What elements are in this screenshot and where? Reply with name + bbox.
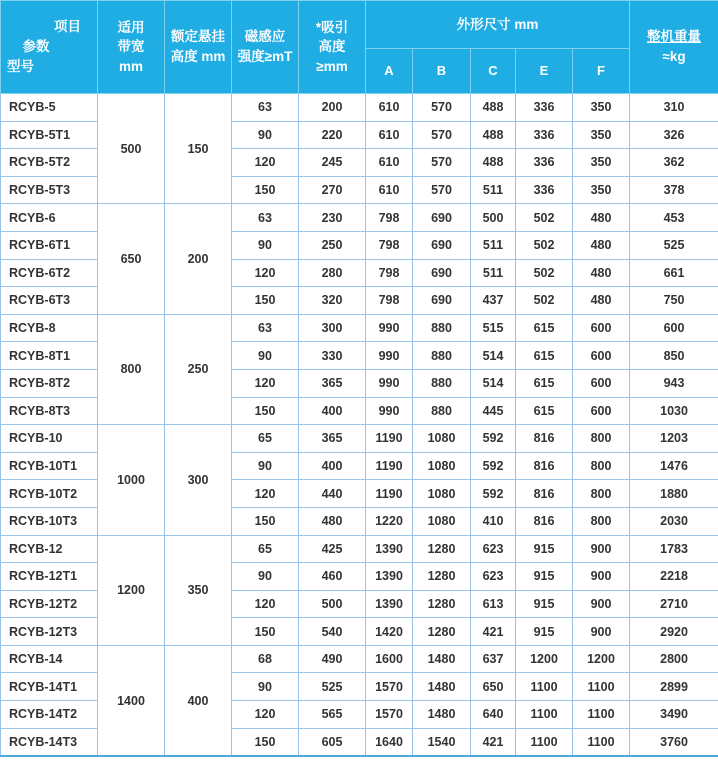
dim-c-cell: 515 (471, 314, 516, 342)
model-cell: RCYB-12T3 (1, 618, 98, 646)
dim-a-cell: 1390 (366, 535, 413, 563)
magnetic-induction-cell: 120 (232, 149, 299, 177)
model-cell: RCYB-8 (1, 314, 98, 342)
dim-a-cell: 990 (366, 314, 413, 342)
attraction-height-cell: 330 (299, 342, 366, 370)
suspension-height-cell: 200 (165, 204, 232, 314)
model-cell: RCYB-14T1 (1, 673, 98, 701)
dim-e-cell: 615 (516, 369, 573, 397)
dim-e-cell: 336 (516, 149, 573, 177)
dim-a-cell: 798 (366, 231, 413, 259)
dim-f-cell: 350 (573, 176, 630, 204)
dim-b-cell: 570 (413, 94, 471, 122)
header-weight-line1: 整机重量 (647, 29, 702, 45)
dim-e-cell: 816 (516, 480, 573, 508)
dim-f-cell: 480 (573, 204, 630, 232)
dim-f-cell: 900 (573, 618, 630, 646)
header-total-weight (630, 1, 718, 94)
header-dim-a: A (366, 49, 413, 94)
header-magnetic-line2: 强度≥mT (237, 49, 293, 64)
attraction-height-cell: 400 (299, 397, 366, 425)
dim-c-cell: 592 (471, 452, 516, 480)
weight-cell: 378 (630, 176, 718, 204)
suspension-height-cell: 300 (165, 425, 232, 535)
attraction-height-cell: 365 (299, 425, 366, 453)
table-row (1, 314, 718, 342)
dim-e-cell: 615 (516, 314, 573, 342)
magnetic-induction-cell: 65 (232, 425, 299, 453)
model-cell: RCYB-5T3 (1, 176, 98, 204)
table-row (1, 535, 718, 563)
model-cell: RCYB-10T1 (1, 452, 98, 480)
dim-c-cell: 640 (471, 701, 516, 729)
corner-label-item: 项目 (54, 18, 81, 34)
magnetic-induction-cell: 120 (232, 369, 299, 397)
attraction-height-cell: 200 (299, 94, 366, 122)
dim-a-cell: 1190 (366, 452, 413, 480)
dim-e-cell: 502 (516, 259, 573, 287)
magnetic-induction-cell: 150 (232, 287, 299, 315)
dim-f-cell: 1100 (573, 728, 630, 756)
magnetic-induction-cell: 90 (232, 121, 299, 149)
model-cell: RCYB-12 (1, 535, 98, 563)
magnetic-induction-cell: 90 (232, 342, 299, 370)
model-cell: RCYB-5T1 (1, 121, 98, 149)
weight-cell: 2899 (630, 673, 718, 701)
dim-a-cell: 610 (366, 149, 413, 177)
dim-a-cell: 798 (366, 204, 413, 232)
dim-f-cell: 480 (573, 231, 630, 259)
dim-c-cell: 500 (471, 204, 516, 232)
weight-cell: 1880 (630, 480, 718, 508)
dim-f-cell: 1200 (573, 645, 630, 673)
attraction-height-cell: 525 (299, 673, 366, 701)
dim-f-cell: 480 (573, 287, 630, 315)
magnetic-induction-cell: 120 (232, 480, 299, 508)
dim-f-cell: 600 (573, 369, 630, 397)
header-dim-c: C (471, 49, 516, 94)
dim-e-cell: 615 (516, 342, 573, 370)
magnetic-induction-cell: 63 (232, 94, 299, 122)
model-cell: RCYB-10T3 (1, 507, 98, 535)
dim-a-cell: 610 (366, 94, 413, 122)
dim-e-cell: 502 (516, 287, 573, 315)
dim-e-cell: 336 (516, 176, 573, 204)
dim-c-cell: 511 (471, 259, 516, 287)
attraction-height-cell: 365 (299, 369, 366, 397)
dim-f-cell: 900 (573, 563, 630, 591)
magnetic-induction-cell: 90 (232, 673, 299, 701)
dim-c-cell: 445 (471, 397, 516, 425)
dim-f-cell: 1100 (573, 701, 630, 729)
dim-b-cell: 880 (413, 397, 471, 425)
attraction-height-cell: 300 (299, 314, 366, 342)
magnetic-induction-cell: 150 (232, 728, 299, 756)
dim-b-cell: 1080 (413, 480, 471, 508)
table-row (1, 94, 718, 122)
bandwidth-cell: 1200 (98, 535, 165, 645)
dim-a-cell: 1190 (366, 425, 413, 453)
header-suspension-line2: 高度 mm (170, 49, 226, 64)
header-dim-b: B (413, 49, 471, 94)
dim-b-cell: 690 (413, 287, 471, 315)
table-row (1, 425, 718, 453)
dim-b-cell: 570 (413, 176, 471, 204)
dim-a-cell: 1420 (366, 618, 413, 646)
magnetic-induction-cell: 63 (232, 204, 299, 232)
dim-a-cell: 1600 (366, 645, 413, 673)
dim-b-cell: 1080 (413, 507, 471, 535)
header-attraction-height (299, 1, 366, 94)
attraction-height-cell: 440 (299, 480, 366, 508)
dim-c-cell: 488 (471, 94, 516, 122)
suspension-height-cell: 400 (165, 645, 232, 756)
weight-cell: 326 (630, 121, 718, 149)
dim-a-cell: 990 (366, 369, 413, 397)
weight-cell: 2710 (630, 590, 718, 618)
weight-cell: 1783 (630, 535, 718, 563)
dim-a-cell: 990 (366, 342, 413, 370)
header-bandwidth-line2: 带宽 (117, 39, 145, 55)
attraction-height-cell: 490 (299, 645, 366, 673)
dim-b-cell: 1480 (413, 645, 471, 673)
header-attraction-line2: 高度 (318, 39, 346, 55)
attraction-height-cell: 230 (299, 204, 366, 232)
dim-b-cell: 690 (413, 231, 471, 259)
magnetic-induction-cell: 65 (232, 535, 299, 563)
dim-e-cell: 615 (516, 397, 573, 425)
suspension-height-cell: 350 (165, 535, 232, 645)
model-cell: RCYB-8T1 (1, 342, 98, 370)
header-dim-e: E (516, 49, 573, 94)
dim-a-cell: 610 (366, 121, 413, 149)
model-cell: RCYB-8T2 (1, 369, 98, 397)
attraction-height-cell: 500 (299, 590, 366, 618)
attraction-height-cell: 400 (299, 452, 366, 480)
dim-a-cell: 1390 (366, 590, 413, 618)
weight-cell: 943 (630, 369, 718, 397)
weight-cell: 1030 (630, 397, 718, 425)
dim-b-cell: 1480 (413, 701, 471, 729)
weight-cell: 2218 (630, 563, 718, 591)
model-cell: RCYB-10T2 (1, 480, 98, 508)
dim-c-cell: 592 (471, 425, 516, 453)
dim-a-cell: 1220 (366, 507, 413, 535)
header-row-top (1, 1, 718, 49)
suspension-height-cell: 250 (165, 314, 232, 424)
dim-f-cell: 350 (573, 149, 630, 177)
table-row (1, 645, 718, 673)
magnetic-induction-cell: 90 (232, 231, 299, 259)
dim-f-cell: 1100 (573, 673, 630, 701)
model-cell: RCYB-5 (1, 94, 98, 122)
dim-b-cell: 880 (413, 342, 471, 370)
dim-b-cell: 690 (413, 204, 471, 232)
weight-cell: 2800 (630, 645, 718, 673)
bandwidth-cell: 800 (98, 314, 165, 424)
dim-f-cell: 600 (573, 397, 630, 425)
weight-cell: 362 (630, 149, 718, 177)
dim-b-cell: 1080 (413, 452, 471, 480)
weight-cell: 310 (630, 94, 718, 122)
magnetic-induction-cell: 90 (232, 563, 299, 591)
dim-c-cell: 488 (471, 149, 516, 177)
model-cell: RCYB-14T2 (1, 701, 98, 729)
dim-a-cell: 1570 (366, 673, 413, 701)
magnetic-induction-cell: 150 (232, 397, 299, 425)
attraction-height-cell: 460 (299, 563, 366, 591)
dim-c-cell: 613 (471, 590, 516, 618)
bandwidth-cell: 1400 (98, 645, 165, 756)
dim-c-cell: 421 (471, 618, 516, 646)
attraction-height-cell: 425 (299, 535, 366, 563)
dim-a-cell: 990 (366, 397, 413, 425)
dim-b-cell: 880 (413, 314, 471, 342)
attraction-height-cell: 220 (299, 121, 366, 149)
magnetic-induction-cell: 63 (232, 314, 299, 342)
dim-e-cell: 1200 (516, 645, 573, 673)
header-attraction-line1: *吸引 (315, 19, 349, 35)
weight-cell: 525 (630, 231, 718, 259)
table-body (1, 94, 718, 757)
dim-b-cell: 1280 (413, 618, 471, 646)
dim-f-cell: 800 (573, 452, 630, 480)
bandwidth-cell: 500 (98, 94, 165, 204)
dim-f-cell: 350 (573, 121, 630, 149)
dim-f-cell: 350 (573, 94, 630, 122)
magnetic-induction-cell: 90 (232, 452, 299, 480)
header-attraction-line3: ≥mm (316, 58, 348, 74)
table-header (1, 1, 718, 94)
dim-c-cell: 650 (471, 673, 516, 701)
bandwidth-cell: 650 (98, 204, 165, 314)
dim-a-cell: 1640 (366, 728, 413, 756)
dim-c-cell: 592 (471, 480, 516, 508)
weight-cell: 453 (630, 204, 718, 232)
dim-a-cell: 798 (366, 287, 413, 315)
dim-c-cell: 488 (471, 121, 516, 149)
dim-e-cell: 915 (516, 563, 573, 591)
suspension-height-cell: 150 (165, 94, 232, 204)
header-magnetic-induction (232, 1, 299, 94)
dim-a-cell: 1390 (366, 563, 413, 591)
header-dim-f: F (573, 49, 630, 94)
header-corner-cell (1, 1, 98, 94)
model-cell: RCYB-12T2 (1, 590, 98, 618)
dim-c-cell: 514 (471, 342, 516, 370)
dim-f-cell: 900 (573, 590, 630, 618)
header-suspension-height (165, 1, 232, 94)
dim-b-cell: 880 (413, 369, 471, 397)
header-suspension-line1: 额定悬挂 (171, 29, 225, 45)
dim-a-cell: 1190 (366, 480, 413, 508)
dim-c-cell: 514 (471, 369, 516, 397)
model-cell: RCYB-14 (1, 645, 98, 673)
header-magnetic-line1: 磁感应 (244, 29, 286, 45)
weight-cell: 600 (630, 314, 718, 342)
attraction-height-cell: 270 (299, 176, 366, 204)
dim-b-cell: 1280 (413, 535, 471, 563)
attraction-height-cell: 245 (299, 149, 366, 177)
model-cell: RCYB-6T2 (1, 259, 98, 287)
weight-cell: 1476 (630, 452, 718, 480)
weight-cell: 750 (630, 287, 718, 315)
dim-b-cell: 570 (413, 149, 471, 177)
dim-c-cell: 623 (471, 563, 516, 591)
dim-e-cell: 1100 (516, 673, 573, 701)
table-row (1, 204, 718, 232)
corner-label-parameter: 参数 (22, 38, 50, 54)
dim-a-cell: 1570 (366, 701, 413, 729)
dim-e-cell: 915 (516, 590, 573, 618)
weight-cell: 3490 (630, 701, 718, 729)
weight-cell: 661 (630, 259, 718, 287)
magnetic-induction-cell: 68 (232, 645, 299, 673)
dim-e-cell: 1100 (516, 728, 573, 756)
attraction-height-cell: 320 (299, 287, 366, 315)
magnetic-induction-cell: 150 (232, 176, 299, 204)
attraction-height-cell: 605 (299, 728, 366, 756)
dim-e-cell: 915 (516, 618, 573, 646)
model-cell: RCYB-10 (1, 425, 98, 453)
magnetic-induction-cell: 120 (232, 701, 299, 729)
dim-b-cell: 1280 (413, 590, 471, 618)
dim-c-cell: 421 (471, 728, 516, 756)
corner-label-model: 型号 (7, 59, 34, 75)
header-bandwidth (98, 1, 165, 94)
header-dimensions-group: 外形尺寸 mm (366, 1, 630, 49)
dim-c-cell: 410 (471, 507, 516, 535)
dim-b-cell: 690 (413, 259, 471, 287)
dim-b-cell: 1280 (413, 563, 471, 591)
weight-cell: 2030 (630, 507, 718, 535)
model-cell: RCYB-12T1 (1, 563, 98, 591)
magnetic-induction-cell: 150 (232, 507, 299, 535)
attraction-height-cell: 280 (299, 259, 366, 287)
dim-e-cell: 336 (516, 94, 573, 122)
dim-e-cell: 816 (516, 452, 573, 480)
dim-c-cell: 511 (471, 231, 516, 259)
dim-a-cell: 798 (366, 259, 413, 287)
dim-b-cell: 1480 (413, 673, 471, 701)
dim-b-cell: 1080 (413, 425, 471, 453)
dim-e-cell: 502 (516, 231, 573, 259)
dim-f-cell: 480 (573, 259, 630, 287)
header-weight-line2: ≈kg (662, 49, 686, 64)
header-bandwidth-line1: 适用 (117, 19, 145, 35)
dim-f-cell: 800 (573, 480, 630, 508)
dim-b-cell: 570 (413, 121, 471, 149)
header-bandwidth-line3: mm (118, 58, 143, 74)
model-cell: RCYB-14T3 (1, 728, 98, 756)
attraction-height-cell: 540 (299, 618, 366, 646)
dim-b-cell: 1540 (413, 728, 471, 756)
model-cell: RCYB-5T2 (1, 149, 98, 177)
magnetic-induction-cell: 120 (232, 259, 299, 287)
model-cell: RCYB-6T1 (1, 231, 98, 259)
magnetic-induction-cell: 150 (232, 618, 299, 646)
dim-f-cell: 800 (573, 507, 630, 535)
dim-e-cell: 502 (516, 204, 573, 232)
weight-cell: 2920 (630, 618, 718, 646)
magnetic-induction-cell: 120 (232, 590, 299, 618)
dim-f-cell: 800 (573, 425, 630, 453)
attraction-height-cell: 565 (299, 701, 366, 729)
attraction-height-cell: 250 (299, 231, 366, 259)
weight-cell: 1203 (630, 425, 718, 453)
dim-f-cell: 600 (573, 314, 630, 342)
dim-e-cell: 816 (516, 507, 573, 535)
model-cell: RCYB-8T3 (1, 397, 98, 425)
attraction-height-cell: 480 (299, 507, 366, 535)
model-cell: RCYB-6T3 (1, 287, 98, 315)
weight-cell: 850 (630, 342, 718, 370)
bandwidth-cell: 1000 (98, 425, 165, 535)
dim-e-cell: 816 (516, 425, 573, 453)
dim-e-cell: 915 (516, 535, 573, 563)
model-cell: RCYB-6 (1, 204, 98, 232)
dim-e-cell: 1100 (516, 701, 573, 729)
dim-a-cell: 610 (366, 176, 413, 204)
dim-c-cell: 511 (471, 176, 516, 204)
dim-c-cell: 637 (471, 645, 516, 673)
dim-f-cell: 600 (573, 342, 630, 370)
dim-c-cell: 437 (471, 287, 516, 315)
dim-e-cell: 336 (516, 121, 573, 149)
weight-cell: 3760 (630, 728, 718, 756)
dim-f-cell: 900 (573, 535, 630, 563)
dim-c-cell: 623 (471, 535, 516, 563)
